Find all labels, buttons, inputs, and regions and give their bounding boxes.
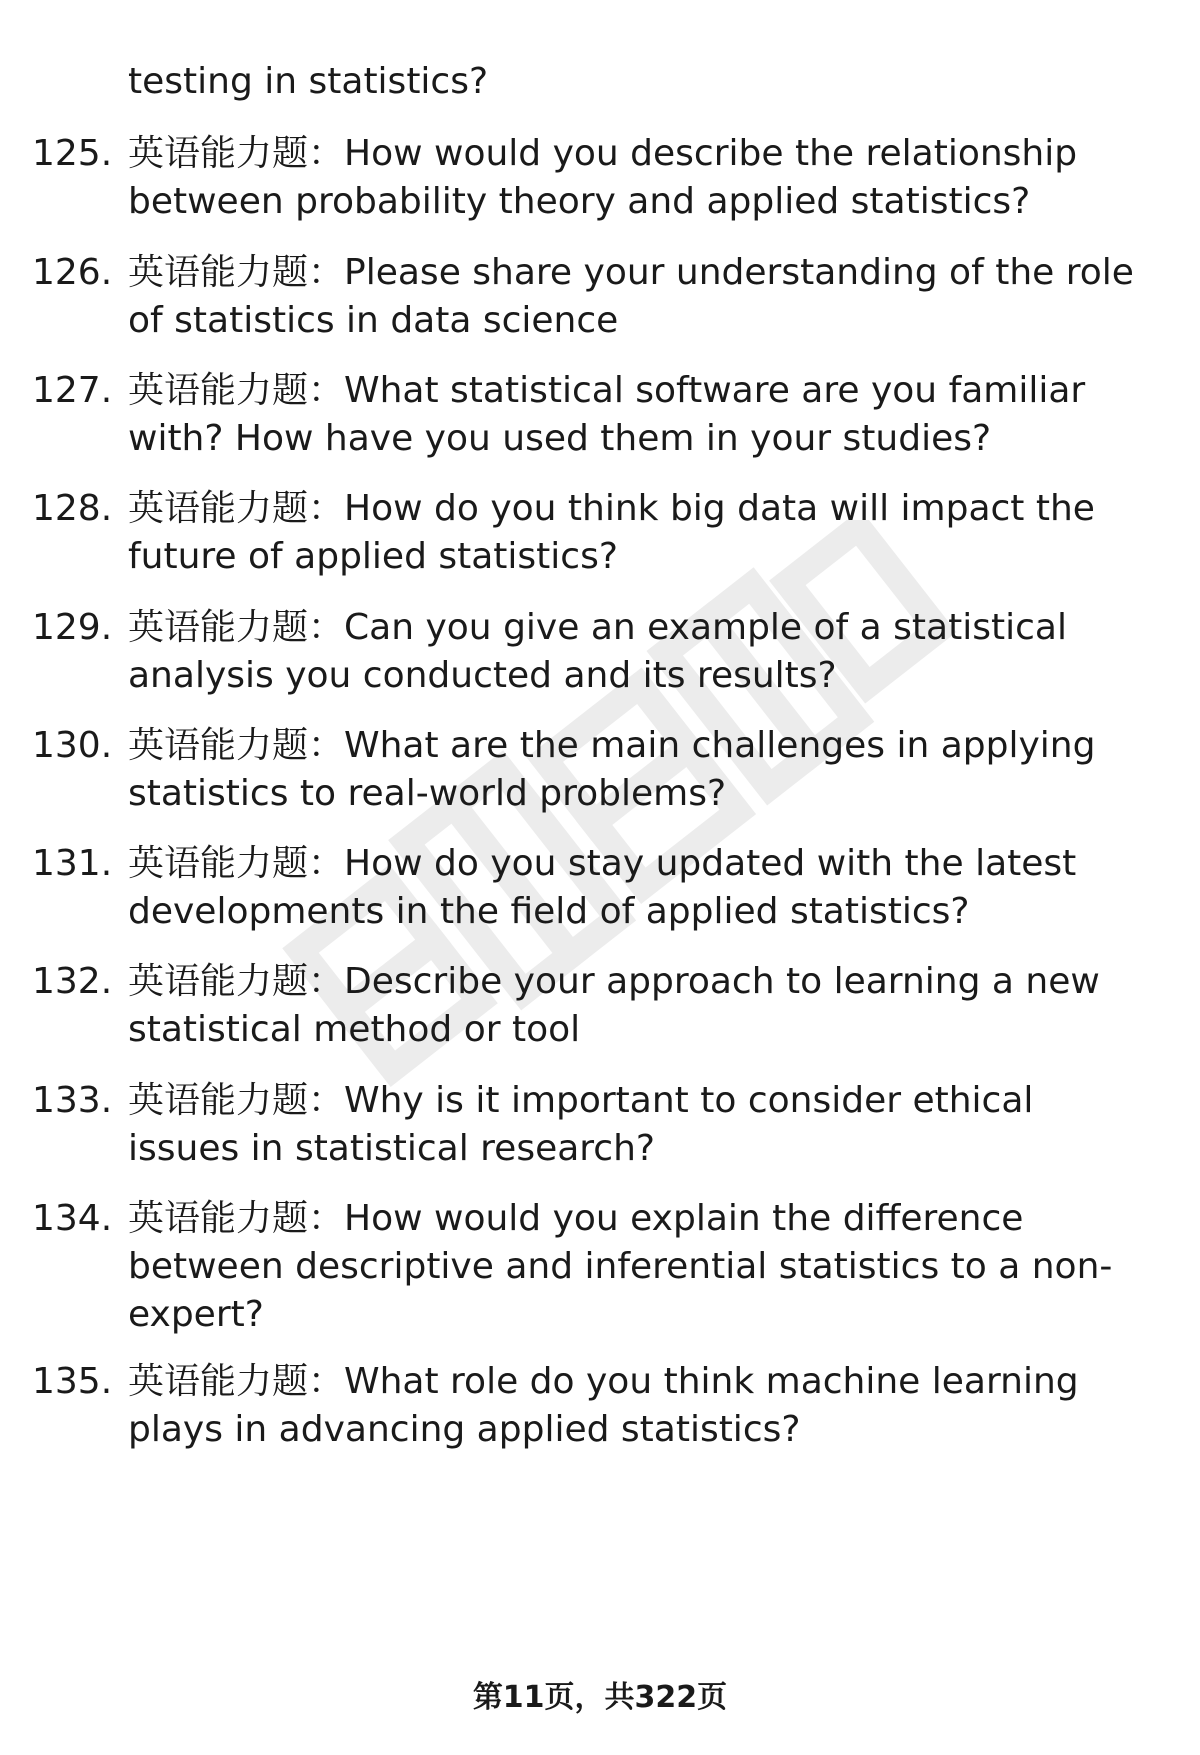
question-body: Can you give an example of a statistical analysis you conducted and its results? (128, 607, 1067, 696)
question-category: 英语能力题： (128, 1080, 345, 1121)
question-category: 英语能力题： (128, 607, 345, 648)
question-number: 127. (32, 370, 113, 411)
question-body: What are the main challenges in applying statistics to real-world problems? (128, 725, 1096, 814)
question-text (128, 130, 1148, 226)
question-category: 英语能力题： (128, 133, 345, 174)
question-text (128, 485, 1148, 581)
question-number: 134. (32, 1198, 113, 1239)
continued-question-text: testing in statistics? (128, 61, 489, 102)
question-body: Why is it important to consider ethical issues in statistical research? (128, 1080, 1034, 1169)
question-number: 129. (32, 607, 113, 648)
question-body: How would you explain the difference between descriptive and inferential statistics to a non-expert? (128, 1198, 1113, 1335)
question-text (128, 604, 1148, 700)
question-number: 128. (32, 488, 113, 529)
question-body: How do you think big data will impact the future of applied statistics? (128, 488, 1095, 577)
question-text (128, 367, 1148, 463)
question-number: 125. (32, 133, 113, 174)
question-text (128, 1077, 1148, 1173)
question-body: How would you describe the relationship between probability theory and applied statistics? (128, 133, 1078, 222)
question-text (128, 840, 1148, 936)
question-body: What role do you think machine learning plays in advancing applied statistics? (128, 1361, 1079, 1450)
question-text (128, 1195, 1148, 1339)
question-category: 英语能力题： (128, 725, 345, 766)
question-number: 132. (32, 961, 113, 1002)
question-text (128, 1358, 1148, 1454)
question-body: What statistical software are you familiar with? How have you used them in your studies? (128, 370, 1086, 459)
question-category: 英语能力题： (128, 252, 345, 293)
question-number: 133. (32, 1080, 113, 1121)
question-category: 英语能力题： (128, 488, 345, 529)
question-number: 135. (32, 1361, 113, 1402)
question-number: 131. (32, 843, 113, 884)
question-text (128, 722, 1148, 818)
question-text (128, 249, 1148, 345)
question-category: 英语能力题： (128, 1361, 345, 1402)
question-category: 英语能力题： (128, 370, 345, 411)
question-category: 英语能力题： (128, 843, 345, 884)
question-body: How do you stay updated with the latest developments in the field of applied statistics? (128, 843, 1077, 932)
question-category: 英语能力题： (128, 1198, 345, 1239)
page-footer: 第11页，共322页 (472, 1680, 728, 1715)
question-category: 英语能力题： (128, 961, 345, 1002)
question-text (128, 958, 1148, 1054)
question-number: 130. (32, 725, 113, 766)
question-number: 126. (32, 252, 113, 293)
question-body: Describe your approach to learning a new statistical method or tool (128, 961, 1100, 1050)
question-body: Please share your understanding of the role of statistics in data science (128, 252, 1134, 341)
